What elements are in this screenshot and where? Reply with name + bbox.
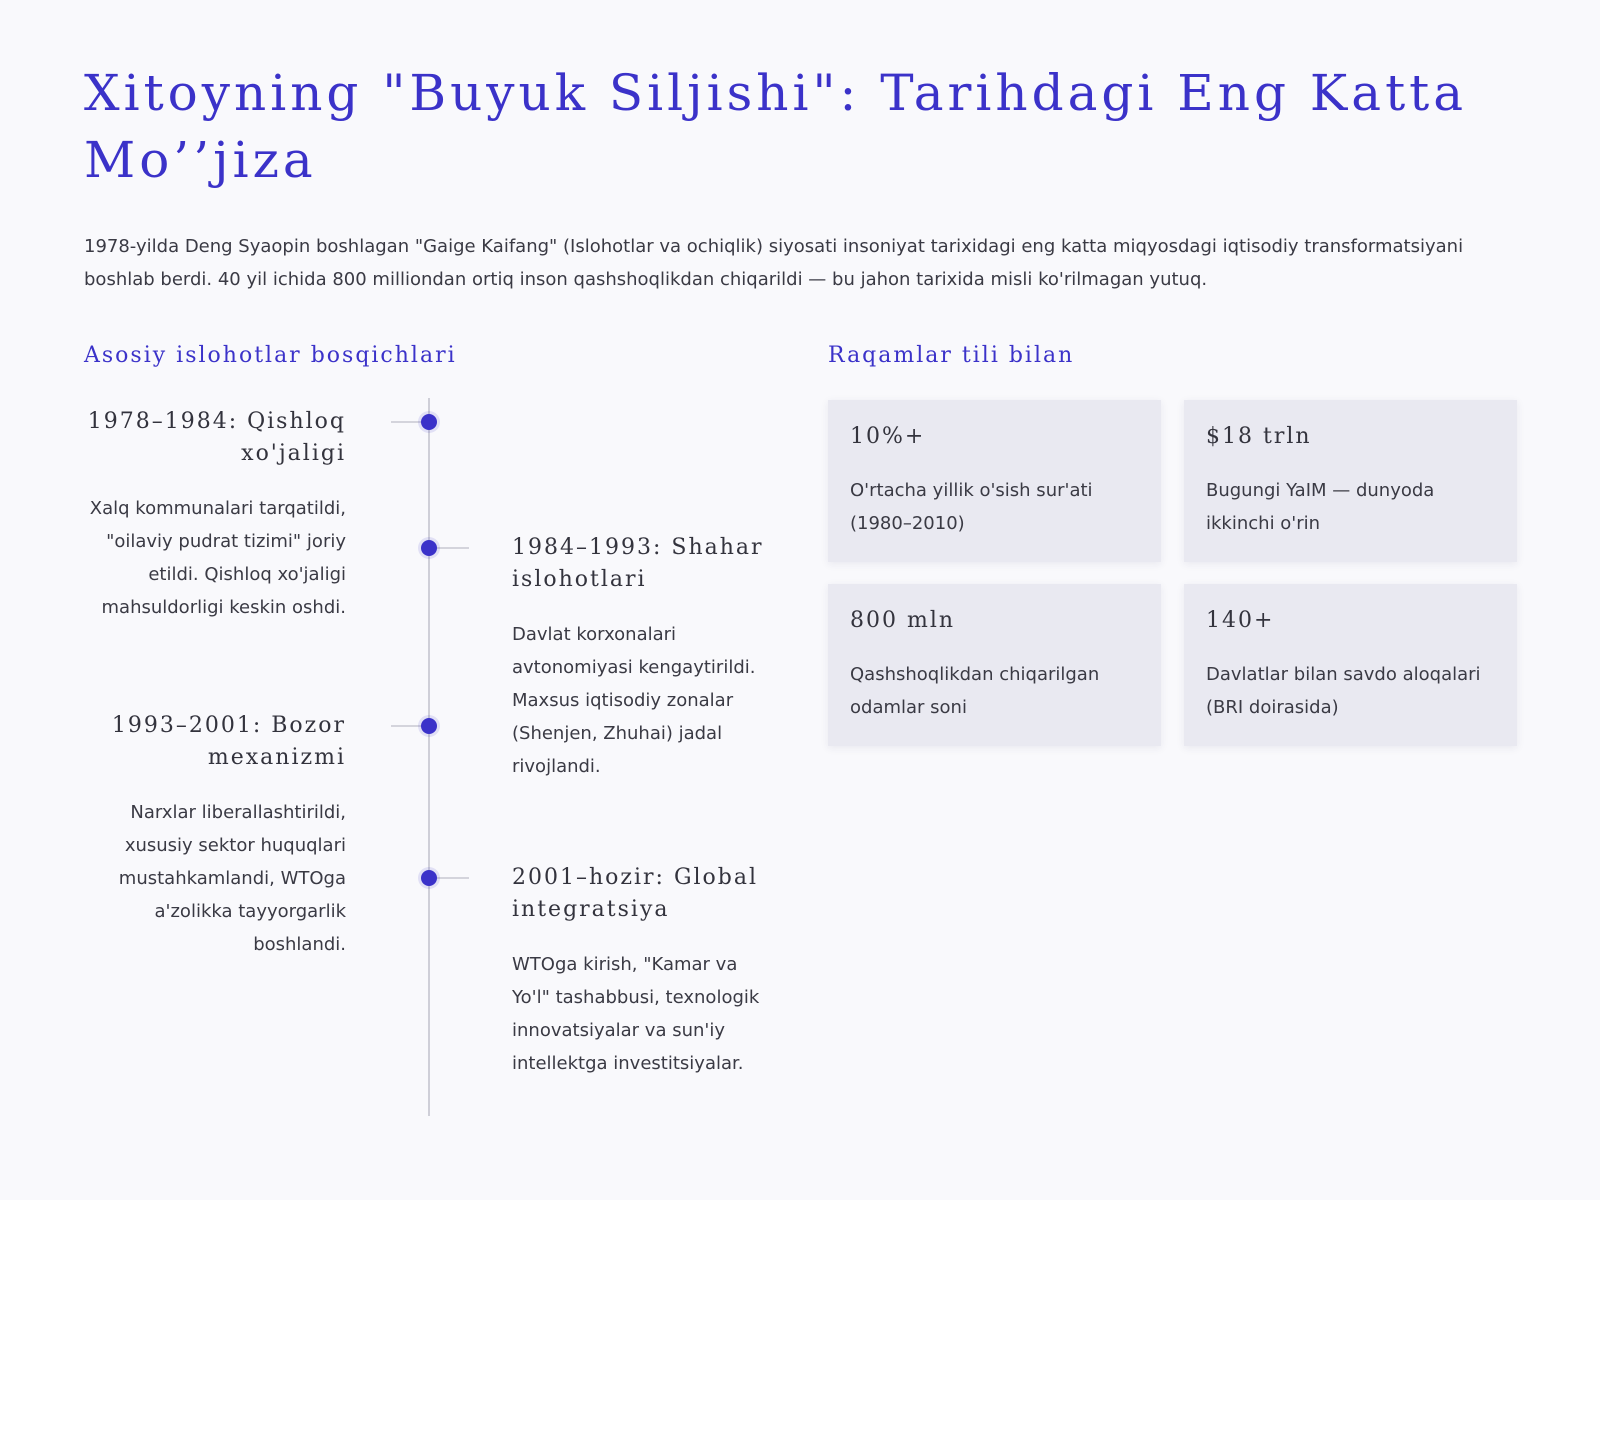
timeline-dot <box>421 718 437 734</box>
stat-value: 800 mln <box>850 608 956 633</box>
stat-label: Bugungi YaIM — dunyoda ikkinchi o'rin <box>1206 480 1435 534</box>
stats-heading: Raqamlar tili bilan <box>828 343 1075 368</box>
event-title: 1993–2001: Bozor mexanizmi <box>111 713 346 770</box>
timeline-event <box>512 862 774 1080</box>
event-description: WTOga kirish, "Kamar va Yo'l" tashabbusi, texnologik innovatsiyalar va sun'iy intellektga investitsiyalar. <box>512 954 760 1074</box>
event-description: Davlat korxonalari avtonomiyasi kengaytirildi. Maxsus iqtisodiy zonalar (Shenjen, Zhuhai) jadal rivojlandi. <box>512 624 756 777</box>
event-title: 2001–hozir: Global integratsiya <box>512 865 759 922</box>
timeline-heading: Asosiy islohotlar bosqichlari <box>84 343 457 368</box>
event-description: Narxlar liberallashtirildi, xususiy sektor huquqlari mustahkamlandi, WTOga a'zolikka tayyorgarlik boshlandi. <box>118 802 346 955</box>
timeline-dot <box>421 870 437 886</box>
stat-card <box>828 400 1161 562</box>
stat-card <box>1184 400 1517 562</box>
event-title: 1978–1984: Qishloq xo'jaligi <box>87 409 346 466</box>
page-title: Xitoyning "Buyuk Siljishi": Tarihdagi Eng Katta Mo’’jiza <box>84 64 1468 189</box>
stat-value: 10%+ <box>850 424 926 449</box>
stat-value: 140+ <box>1206 608 1275 633</box>
timeline-line <box>428 398 430 1116</box>
stat-label: Qashshoqlikdan chiqarilgan odamlar soni <box>850 664 1100 718</box>
stat-label: O'rtacha yillik o'sish sur'ati (1980–2010) <box>850 480 1093 534</box>
event-title: 1984–1993: Shahar islohotlari <box>512 535 764 592</box>
intro-paragraph: 1978-yilda Deng Syaopin boshlagan "Gaige Kaifang" (Islohotlar va ochiqlik) siyosati insoniyat tarixidagi eng katta miqyosdagi iqtisodiy transformatsiyani boshlab berdi. 40 yil ichida 800 milliondan ortiq inson qashshoqlikdan chiqarildi — bu jahon tarixida misli ko'rilmagan yutuq. <box>84 236 1464 290</box>
stat-value: $18 trln <box>1206 424 1312 449</box>
stat-label: Davlatlar bilan savdo aloqalari (BRI doirasida) <box>1206 664 1481 718</box>
timeline-event <box>84 406 346 624</box>
timeline-event <box>512 532 774 783</box>
stat-card <box>828 584 1161 746</box>
stat-card <box>1184 584 1517 746</box>
timeline-event <box>84 710 346 961</box>
event-description: Xalq kommunalari tarqatildi, "oilaviy pudrat tizimi" joriy etildi. Qishloq xo'jaligi mahsuldorligi keskin oshdi. <box>89 498 346 618</box>
timeline-dot <box>421 540 437 556</box>
timeline-dot <box>421 414 437 430</box>
